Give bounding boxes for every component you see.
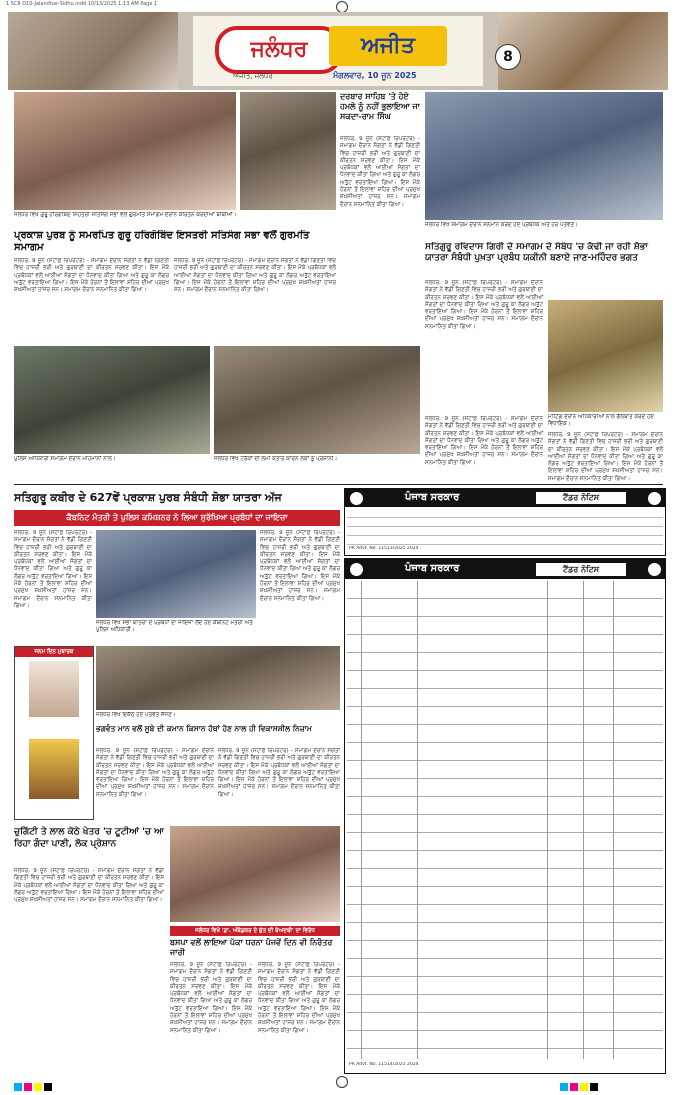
tender1-footer: PR Advt. No. 11513/2025 2024	[349, 546, 419, 551]
dharna-headline: ਬਸਪਾ ਵਲੋਂ ਲਾਇਆ ਪੱਕਾ ਧਰਨਾ ਪੰਜਵੇਂ ਦਿਨ ਵੀ ਨਿਰੰਤਰ ਜਾਰੀ	[170, 938, 333, 957]
dharna-body-col2: ਜਲੰਧਰ, 9 ਜੂਨ (ਸਟਾਫ਼ ਰਿਪੋਰਟਰ) - ਸਮਾਗਮ ਦੌਰਾਨ ਸੰਗਤਾਂ ਨੇ ਵੱਡੀ ਗਿਣਤੀ ਵਿਚ ਹਾਜ਼ਰੀ ਭਰੀ ਅਤੇ ਗੁਰਬਾਣੀ ਦਾ ਕੀਰਤਨ ਸਰਵਣ ਕੀਤਾ। ਇਸ ਮੌਕੇ ਪ੍ਰਬੰਧਕਾਂ ਵਲੋਂ ਆਈਆਂ ਸੰਗਤਾਂ ਦਾ ਧੰਨਵਾਦ ਕੀਤਾ ਗਿਆ ਅਤੇ ਗੁਰੂ ਕਾ ਲੰਗਰ ਅਤੁੱਟ ਵਰਤਾਇਆ ਗਿਆ। ਇਸ ਮੌਕੇ ਹੋਰਨਾਂ ਤੋਂ ਇਲਾਵਾ ਸ਼ਹਿਰ ਦੀਆਂ ਪ੍ਰਮੁੱਖ ਸ਼ਖ਼ਸੀਅਤਾਂ ਹਾਜ਼ਰ ਸਨ। ਸਮਾਗਮ ਦੌਰਾਨ ਸਨਮਾਨਿਤ ਕੀਤਾ ਗਿਆ।	[258, 962, 340, 1034]
shobha-yatra-body-col2: ਜਲੰਧਰ, 9 ਜੂਨ (ਸਟਾਫ਼ ਰਿਪੋਰਟਰ) - ਸਮਾਗਮ ਦੌਰਾਨ ਸੰਗਤਾਂ ਨੇ ਵੱਡੀ ਗਿਣਤੀ ਵਿਚ ਹਾਜ਼ਰੀ ਭਰੀ ਅਤੇ ਗੁਰਬਾਣੀ ਦਾ ਕੀਰਤਨ ਸਰਵਣ ਕੀਤਾ। ਇਸ ਮੌਕੇ ਪ੍ਰਬੰਧਕਾਂ ਵਲੋਂ ਆਈਆਂ ਸੰਗਤਾਂ ਦਾ ਧੰਨਵਾਦ ਕੀਤਾ ਗਿਆ ਅਤੇ ਗੁਰੂ ਕਾ ਲੰਗਰ ਅਤੁੱਟ ਵਰਤਾਇਆ ਗਿਆ। ਇਸ ਮੌਕੇ ਹੋਰਨਾਂ ਤੋਂ ਇਲਾਵਾ ਸ਼ਹਿਰ ਦੀਆਂ ਪ੍ਰਮੁੱਖ ਸ਼ਖ਼ਸੀਅਤਾਂ ਹਾਜ਼ਰ ਸਨ। ਸਮਾਗਮ ਦੌਰਾਨ ਸਨਮਾਨਿਤ ਕੀਤਾ ਗਿਆ।	[425, 416, 543, 466]
birthday-label: ਜਨਮ ਦਿਨ ਮੁਬਾਰਕ	[15, 647, 93, 657]
kabir-review-caption: ਜਲੰਧਰ ਵਿਖੇ ਸ਼ੋਭਾ ਯਾਤਰਾ ਦੇ ਪ੍ਰਬੰਧਾਂ ਦਾ ਜਾਇਜ਼ਾ ਲੈਂਦੇ ਹੋਏ ਕੈਬਨਿਟ ਮੰਤਰੀ ਅਤੇ ਪੁਲਿਸ ਅਧਿਕਾਰੀ।	[96, 620, 256, 642]
police-caption: ਪੁਲਿਸ ਅਧਿਕਾਰੀ ਸਮਾਗਮ ਦੌਰਾਨ ਮਹਿਮਾਨਾਂ ਨਾਲ।	[14, 456, 210, 478]
gathering-photo	[96, 646, 340, 710]
tender1-header-bar	[345, 489, 665, 507]
kirtan-photo	[14, 92, 236, 210]
speaker-photo	[240, 92, 336, 210]
mann-body-col1: ਜਲੰਧਰ, 9 ਜੂਨ (ਸਟਾਫ਼ ਰਿਪੋਰਟਰ) - ਸਮਾਗਮ ਦੌਰਾਨ ਸੰਗਤਾਂ ਨੇ ਵੱਡੀ ਗਿਣਤੀ ਵਿਚ ਹਾਜ਼ਰੀ ਭਰੀ ਅਤੇ ਗੁਰਬਾਣੀ ਦਾ ਕੀਰਤਨ ਸਰਵਣ ਕੀਤਾ। ਇਸ ਮੌਕੇ ਪ੍ਰਬੰਧਕਾਂ ਵਲੋਂ ਆਈਆਂ ਸੰਗਤਾਂ ਦਾ ਧੰਨਵਾਦ ਕੀਤਾ ਗਿਆ ਅਤੇ ਗੁਰੂ ਕਾ ਲੰਗਰ ਅਤੁੱਟ ਵਰਤਾਇਆ ਗਿਆ। ਇਸ ਮੌਕੇ ਹੋਰਨਾਂ ਤੋਂ ਇਲਾਵਾ ਸ਼ਹਿਰ ਦੀਆਂ ਪ੍ਰਮੁੱਖ ਸ਼ਖ਼ਸੀਅਤਾਂ ਹਾਜ਼ਰ ਸਨ। ਸਮਾਗਮ ਦੌਰਾਨ ਸਨਮਾਨਿਤ ਕੀਤਾ ਗਿਆ।	[96, 748, 214, 798]
section-divider	[14, 484, 663, 485]
punjab-seal-icon	[647, 562, 662, 577]
punjab-emblem-icon	[349, 491, 364, 506]
mann-body-col2: ਜਲੰਧਰ, 9 ਜੂਨ (ਸਟਾਫ਼ ਰਿਪੋਰਟਰ) - ਸਮਾਗਮ ਦੌਰਾਨ ਸੰਗਤਾਂ ਨੇ ਵੱਡੀ ਗਿਣਤੀ ਵਿਚ ਹਾਜ਼ਰੀ ਭਰੀ ਅਤੇ ਗੁਰਬਾਣੀ ਦਾ ਕੀਰਤਨ ਸਰਵਣ ਕੀਤਾ। ਇਸ ਮੌਕੇ ਪ੍ਰਬੰਧਕਾਂ ਵਲੋਂ ਆਈਆਂ ਸੰਗਤਾਂ ਦਾ ਧੰਨਵਾਦ ਕੀਤਾ ਗਿਆ ਅਤੇ ਗੁਰੂ ਕਾ ਲੰਗਰ ਅਤੁੱਟ ਵਰਤਾਇਆ ਗਿਆ। ਇਸ ਮੌਕੇ ਹੋਰਨਾਂ ਤੋਂ ਇਲਾਵਾ ਸ਼ਹਿਰ ਦੀਆਂ ਪ੍ਰਮੁੱਖ ਸ਼ਖ਼ਸੀਅਤਾਂ ਹਾਜ਼ਰ ਸਨ। ਸਮਾਗਮ ਦੌਰਾਨ ਸਨਮਾਨਿਤ ਕੀਤਾ ਗਿਆ।	[218, 748, 340, 798]
masthead-date: ਮੰਗਲਵਾਰ, 10 ਜੂਨ 2025	[333, 71, 417, 80]
samagam-body-col2: ਜਲੰਧਰ, 9 ਜੂਨ (ਸਟਾਫ਼ ਰਿਪੋਰਟਰ) - ਸਮਾਗਮ ਦੌਰਾਨ ਸੰਗਤਾਂ ਨੇ ਵੱਡੀ ਗਿਣਤੀ ਵਿਚ ਹਾਜ਼ਰੀ ਭਰੀ ਅਤੇ ਗੁਰਬਾਣੀ ਦਾ ਕੀਰਤਨ ਸਰਵਣ ਕੀਤਾ। ਇਸ ਮੌਕੇ ਪ੍ਰਬੰਧਕਾਂ ਵਲੋਂ ਆਈਆਂ ਸੰਗਤਾਂ ਦਾ ਧੰਨਵਾਦ ਕੀਤਾ ਗਿਆ ਅਤੇ ਗੁਰੂ ਕਾ ਲੰਗਰ ਅਤੁੱਟ ਵਰਤਾਇਆ ਗਿਆ। ਇਸ ਮੌਕੇ ਹੋਰਨਾਂ ਤੋਂ ਇਲਾਵਾ ਸ਼ਹਿਰ ਦੀਆਂ ਪ੍ਰਮੁੱਖ ਸ਼ਖ਼ਸੀਅਤਾਂ ਹਾਜ਼ਰ ਸਨ। ਸਮਾਗਮ ਦੌਰਾਨ ਸਨਮਾਨਿਤ ਕੀਤਾ ਗਿਆ।	[174, 258, 336, 294]
mann-headline: ਭਗਵੰਤ ਮਾਨ ਵਲੋਂ ਸੂਬੇ ਦੀ ਕਮਾਨ ਕਿਸਾਨ ਹੱਥਾਂ ਹੋਣ ਨਾਲ ਹੀ ਵਿਕਾਸਸ਼ੀਲ ਨਿਜ਼ਾਮ	[96, 724, 312, 733]
dharna-body-col1: ਜਲੰਧਰ, 9 ਜੂਨ (ਸਟਾਫ਼ ਰਿਪੋਰਟਰ) - ਸਮਾਗਮ ਦੌਰਾਨ ਸੰਗਤਾਂ ਨੇ ਵੱਡੀ ਗਿਣਤੀ ਵਿਚ ਹਾਜ਼ਰੀ ਭਰੀ ਅਤੇ ਗੁਰਬਾਣੀ ਦਾ ਕੀਰਤਨ ਸਰਵਣ ਕੀਤਾ। ਇਸ ਮੌਕੇ ਪ੍ਰਬੰਧਕਾਂ ਵਲੋਂ ਆਈਆਂ ਸੰਗਤਾਂ ਦਾ ਧੰਨਵਾਦ ਕੀਤਾ ਗਿਆ ਅਤੇ ਗੁਰੂ ਕਾ ਲੰਗਰ ਅਤੁੱਟ ਵਰਤਾਇਆ ਗਿਆ। ਇਸ ਮੌਕੇ ਹੋਰਨਾਂ ਤੋਂ ਇਲਾਵਾ ਸ਼ਹਿਰ ਦੀਆਂ ਪ੍ਰਮੁੱਖ ਸ਼ਖ਼ਸੀਅਤਾਂ ਹਾਜ਼ਰ ਸਨ। ਸਮਾਗਮ ਦੌਰਾਨ ਸਨਮਾਨਿਤ ਕੀਤਾ ਗਿਆ।	[170, 962, 252, 1034]
shobha-yatra-body-col1: ਜਲੰਧਰ, 9 ਜੂਨ (ਸਟਾਫ਼ ਰਿਪੋਰਟਰ) - ਸਮਾਗਮ ਦੌਰਾਨ ਸੰਗਤਾਂ ਨੇ ਵੱਡੀ ਗਿਣਤੀ ਵਿਚ ਹਾਜ਼ਰੀ ਭਰੀ ਅਤੇ ਗੁਰਬਾਣੀ ਦਾ ਕੀਰਤਨ ਸਰਵਣ ਕੀਤਾ। ਇਸ ਮੌਕੇ ਪ੍ਰਬੰਧਕਾਂ ਵਲੋਂ ਆਈਆਂ ਸੰਗਤਾਂ ਦਾ ਧੰਨਵਾਦ ਕੀਤਾ ਗਿਆ ਅਤੇ ਗੁਰੂ ਕਾ ਲੰਗਰ ਅਤੁੱਟ ਵਰਤਾਇਆ ਗਿਆ। ਇਸ ਮੌਕੇ ਹੋਰਨਾਂ ਤੋਂ ਇਲਾਵਾ ਸ਼ਹਿਰ ਦੀਆਂ ਪ੍ਰਮੁੱਖ ਸ਼ਖ਼ਸੀਅਤਾਂ ਹਾਜ਼ਰ ਸਨ। ਸਮਾਗਮ ਦੌਰਾਨ ਸਨਮਾਨਿਤ ਕੀਤਾ ਗਿਆ।	[425, 280, 543, 330]
dharna-kicker: ਜਲੰਧਰ ਵਿਖੇ 'ਡਾ. ਅੰਬੇਡਕਰ ਦੇ ਬੁੱਤ ਦੀ ਬੇਅਦਬੀ' ਦਾ ਵਿਰੋਧ	[170, 926, 340, 936]
punjab-emblem-icon	[349, 562, 364, 577]
honour-ceremony-photo	[425, 92, 663, 220]
punjab-seal-icon	[647, 491, 662, 506]
tender2-header: ਪੰਜਾਬ ਸਰਕਾਰ	[405, 563, 460, 574]
honour-ceremony-caption: ਜਲੰਧਰ ਵਿਖੇ ਸਮਾਗਮ ਦੌਰਾਨ ਸਨਮਾਨ ਕਰਦੇ ਹੋਏ ਪ੍ਰਬੰਧਕ ਅਤੇ ਹੋਰ ਪਤਵੰਤੇ।	[425, 222, 663, 238]
darbar-sahib-headline: ਦਰਬਾਰ ਸਾਹਿਬ 'ਤੇ ਹੋਏ ਹਮਲੇ ਨੂੰ ਨਹੀਂ ਭੁਲਾਇਆ ਜਾ ਸਕਦਾ-ਰਾਮ ਸਿੰਘ	[340, 92, 420, 121]
shobha-yatra-headline: ਸਤਿਗੁਰੂ ਰਵਿਦਾਸ ਗਿਰੀ ਦੇ ਸਮਾਗਮ ਦੇ ਸੰਬੰਧ 'ਚ ਕੱਢੀ ਜਾ ਰਹੀ ਸ਼ੋਭਾ ਯਾਤਰਾ ਸੰਬੰਧੀ ਪੁਖ਼ਤਾ ਪ੍ਰਬੰਧ ਯਕੀਨੀ ਬਣਾਏ ਜਾਣ-ਮਹਿੰਦਰ ਭਗਤ	[425, 242, 648, 263]
tender1-header: ਪੰਜਾਬ ਸਰਕਾਰ	[405, 492, 460, 503]
tender2-table	[347, 581, 663, 1059]
tender1-table	[347, 509, 663, 545]
kabir-body-col1: ਜਲੰਧਰ, 9 ਜੂਨ (ਸਟਾਫ਼ ਰਿਪੋਰਟਰ) - ਸਮਾਗਮ ਦੌਰਾਨ ਸੰਗਤਾਂ ਨੇ ਵੱਡੀ ਗਿਣਤੀ ਵਿਚ ਹਾਜ਼ਰੀ ਭਰੀ ਅਤੇ ਗੁਰਬਾਣੀ ਦਾ ਕੀਰਤਨ ਸਰਵਣ ਕੀਤਾ। ਇਸ ਮੌਕੇ ਪ੍ਰਬੰਧਕਾਂ ਵਲੋਂ ਆਈਆਂ ਸੰਗਤਾਂ ਦਾ ਧੰਨਵਾਦ ਕੀਤਾ ਗਿਆ ਅਤੇ ਗੁਰੂ ਕਾ ਲੰਗਰ ਅਤੁੱਟ ਵਰਤਾਇਆ ਗਿਆ। ਇਸ ਮੌਕੇ ਹੋਰਨਾਂ ਤੋਂ ਇਲਾਵਾ ਸ਼ਹਿਰ ਦੀਆਂ ਪ੍ਰਮੁੱਖ ਸ਼ਖ਼ਸੀਅਤਾਂ ਹਾਜ਼ਰ ਸਨ। ਸਮਾਗਮ ਦੌਰਾਨ ਸਨਮਾਨਿਤ ਕੀਤਾ ਗਿਆ।	[14, 530, 92, 609]
kirtan-caption: ਜਲੰਧਰ ਵਿਖੇ ਗੁਰੂ ਹਰਿਗੋਬਿੰਦ ਸਿਹਤਰੀ ਸਤਿਸੰਗ ਸਭਾ ਵਲੋਂ ਗੁਰਮਤਿ ਸਮਾਗਮ ਦੌਰਾਨ ਕੀਰਤਨ ਕਰਦੀਆਂ ਬੀਬੀਆਂ।	[14, 212, 336, 228]
tender2-footer: PR Advt. No. 11514/2025 2024	[349, 1062, 419, 1067]
kabir-review-photo	[96, 530, 256, 618]
tender-notice-2	[344, 558, 666, 1074]
shobha-yatra-body-col3: ਜਲੰਧਰ, 9 ਜੂਨ (ਸਟਾਫ਼ ਰਿਪੋਰਟਰ) - ਸਮਾਗਮ ਦੌਰਾਨ ਸੰਗਤਾਂ ਨੇ ਵੱਡੀ ਗਿਣਤੀ ਵਿਚ ਹਾਜ਼ਰੀ ਭਰੀ ਅਤੇ ਗੁਰਬਾਣੀ ਦਾ ਕੀਰਤਨ ਸਰਵਣ ਕੀਤਾ। ਇਸ ਮੌਕੇ ਪ੍ਰਬੰਧਕਾਂ ਵਲੋਂ ਆਈਆਂ ਸੰਗਤਾਂ ਦਾ ਧੰਨਵਾਦ ਕੀਤਾ ਗਿਆ ਅਤੇ ਗੁਰੂ ਕਾ ਲੰਗਰ ਅਤੁੱਟ ਵਰਤਾਇਆ ਗਿਆ। ਇਸ ਮੌਕੇ ਹੋਰਨਾਂ ਤੋਂ ਇਲਾਵਾ ਸ਼ਹਿਰ ਦੀਆਂ ਪ੍ਰਮੁੱਖ ਸ਼ਖ਼ਸੀਅਤਾਂ ਹਾਜ਼ਰ ਸਨ। ਸਮਾਗਮ ਦੌਰਾਨ ਸਨਮਾਨਿਤ ਕੀਤਾ ਗਿਆ।	[548, 432, 663, 482]
tender1-badge: ਟੈਂਡਰ ਨੋਟਿਸ	[535, 491, 627, 505]
masthead-building-photo-right	[498, 12, 668, 90]
samagam-body-col1: ਜਲੰਧਰ, 9 ਜੂਨ (ਸਟਾਫ਼ ਰਿਪੋਰਟਰ) - ਸਮਾਗਮ ਦੌਰਾਨ ਸੰਗਤਾਂ ਨੇ ਵੱਡੀ ਗਿਣਤੀ ਵਿਚ ਹਾਜ਼ਰੀ ਭਰੀ ਅਤੇ ਗੁਰਬਾਣੀ ਦਾ ਕੀਰਤਨ ਸਰਵਣ ਕੀਤਾ। ਇਸ ਮੌਕੇ ਪ੍ਰਬੰਧਕਾਂ ਵਲੋਂ ਆਈਆਂ ਸੰਗਤਾਂ ਦਾ ਧੰਨਵਾਦ ਕੀਤਾ ਗਿਆ ਅਤੇ ਗੁਰੂ ਕਾ ਲੰਗਰ ਅਤੁੱਟ ਵਰਤਾਇਆ ਗਿਆ। ਇਸ ਮੌਕੇ ਹੋਰਨਾਂ ਤੋਂ ਇਲਾਵਾ ਸ਼ਹਿਰ ਦੀਆਂ ਪ੍ਰਮੁੱਖ ਸ਼ਖ਼ਸੀਅਤਾਂ ਹਾਜ਼ਰ ਸਨ। ਸਮਾਗਮ ਦੌਰਾਨ ਸਨਮਾਨਿਤ ਕੀਤਾ ਗਿਆ।	[14, 258, 169, 294]
dharna-photo	[170, 826, 340, 922]
kabir-subhead-banner: ਕੈਬਨਿਟ ਮੰਤਰੀ ਤੇ ਪੁਲਿਸ ਕਮਿਸ਼ਨਰ ਨੇ ਲਿਆ ਸੁਰੱਖਿਆ ਪ੍ਰਬੰਧਾਂ ਦਾ ਜਾਇਜ਼ਾ	[14, 510, 340, 526]
masthead-logo-panel	[193, 16, 483, 86]
trucks-photo	[214, 346, 420, 454]
registration-mark-icon	[336, 1076, 348, 1088]
page-number: 8	[495, 44, 521, 70]
masthead-subtitle: ਅਜੀਤ, ਜਲੰਧਰ	[233, 72, 273, 80]
tender2-header-bar	[345, 559, 665, 579]
police-officers-photo	[14, 346, 210, 454]
meeting-photo	[548, 300, 663, 412]
trucks-caption: ਜਲੰਧਰ ਵਿਖੇ ਟਰੱਕਾਂ ਦੀ ਲੰਮੀ ਕਤਾਰ ਕਾਰਨ ਲੋਕਾਂ ਨੂੰ ਪ੍ਰੇਸ਼ਾਨੀ।	[214, 456, 420, 478]
print-color-bar-right	[560, 1076, 670, 1086]
logo-city-name: ਜਲੰਧਰ	[215, 26, 343, 74]
meeting-caption: ਮੀਟਿੰਗ ਦੌਰਾਨ ਅਧਿਕਾਰੀਆਂ ਨਾਲ ਗੱਲਬਾਤ ਕਰਦੇ ਹੋਏ ਵਿਧਾਇਕ।	[548, 414, 663, 430]
gathering-caption: ਜਲੰਧਰ ਵਿਖੇ ਇਕੱਠੇ ਹੋਏ ਪਤਵੰਤੇ ਸੱਜਣ।	[96, 712, 340, 722]
kabir-headline: ਸਤਿਗੁਰੂ ਕਬੀਰ ਦੇ 627ਵੇਂ ਪ੍ਰਕਾਸ਼ ਪੁਰਬ ਸੰਬੰਧੀ ਸ਼ੋਭਾ ਯਾਤਰਾ ਅੱਜ	[14, 491, 282, 504]
print-color-bar	[14, 1076, 214, 1086]
dirty-water-headline: ਚੁਗਿੱਟੀ ਤੇ ਲਾਲ ਕੋਠੇ ਖੇਤਰ 'ਚ ਟੂਟੀਆਂ 'ਚ ਆ ਰਿਹਾ ਗੰਦਾ ਪਾਣੀ, ਲੋਕ ਪ੍ਰੇਸ਼ਾਨ	[14, 827, 164, 849]
logo-ajit: ਅਜੀਤ	[329, 26, 447, 66]
dirty-water-body: ਜਲੰਧਰ, 9 ਜੂਨ (ਸਟਾਫ਼ ਰਿਪੋਰਟਰ) - ਸਮਾਗਮ ਦੌਰਾਨ ਸੰਗਤਾਂ ਨੇ ਵੱਡੀ ਗਿਣਤੀ ਵਿਚ ਹਾਜ਼ਰੀ ਭਰੀ ਅਤੇ ਗੁਰਬਾਣੀ ਦਾ ਕੀਰਤਨ ਸਰਵਣ ਕੀਤਾ। ਇਸ ਮੌਕੇ ਪ੍ਰਬੰਧਕਾਂ ਵਲੋਂ ਆਈਆਂ ਸੰਗਤਾਂ ਦਾ ਧੰਨਵਾਦ ਕੀਤਾ ਗਿਆ ਅਤੇ ਗੁਰੂ ਕਾ ਲੰਗਰ ਅਤੁੱਟ ਵਰਤਾਇਆ ਗਿਆ। ਇਸ ਮੌਕੇ ਹੋਰਨਾਂ ਤੋਂ ਇਲਾਵਾ ਸ਼ਹਿਰ ਦੀਆਂ ਪ੍ਰਮੁੱਖ ਸ਼ਖ਼ਸੀਅਤਾਂ ਹਾਜ਼ਰ ਸਨ। ਸਮਾਗਮ ਦੌਰਾਨ ਸਨਮਾਨਿਤ ਕੀਤਾ ਗਿਆ।	[14, 868, 164, 904]
print-info-strip: 1 SC8 D10-Jalandhar-Sidhu.indd 10/13/2025 1:13 AM Page 1	[6, 1, 158, 7]
tender2-badge: ਟੈਂਡਰ ਨੋਟਿਸ	[535, 562, 627, 577]
masthead	[8, 12, 668, 90]
birthday-box	[14, 646, 94, 820]
tender-notice-1	[344, 488, 666, 556]
masthead-building-photo-left	[8, 12, 178, 90]
darbar-sahib-body: ਜਲੰਧਰ, 9 ਜੂਨ (ਸਟਾਫ਼ ਰਿਪੋਰਟਰ) - ਸਮਾਗਮ ਦੌਰਾਨ ਸੰਗਤਾਂ ਨੇ ਵੱਡੀ ਗਿਣਤੀ ਵਿਚ ਹਾਜ਼ਰੀ ਭਰੀ ਅਤੇ ਗੁਰਬਾਣੀ ਦਾ ਕੀਰਤਨ ਸਰਵਣ ਕੀਤਾ। ਇਸ ਮੌਕੇ ਪ੍ਰਬੰਧਕਾਂ ਵਲੋਂ ਆਈਆਂ ਸੰਗਤਾਂ ਦਾ ਧੰਨਵਾਦ ਕੀਤਾ ਗਿਆ ਅਤੇ ਗੁਰੂ ਕਾ ਲੰਗਰ ਅਤੁੱਟ ਵਰਤਾਇਆ ਗਿਆ। ਇਸ ਮੌਕੇ ਹੋਰਨਾਂ ਤੋਂ ਇਲਾਵਾ ਸ਼ਹਿਰ ਦੀਆਂ ਪ੍ਰਮੁੱਖ ਸ਼ਖ਼ਸੀਅਤਾਂ ਹਾਜ਼ਰ ਸਨ। ਸਮਾਗਮ ਦੌਰਾਨ ਸਨਮਾਨਿਤ ਕੀਤਾ ਗਿਆ।	[340, 136, 420, 208]
kabir-body-col2: ਜਲੰਧਰ, 9 ਜੂਨ (ਸਟਾਫ਼ ਰਿਪੋਰਟਰ) - ਸਮਾਗਮ ਦੌਰਾਨ ਸੰਗਤਾਂ ਨੇ ਵੱਡੀ ਗਿਣਤੀ ਵਿਚ ਹਾਜ਼ਰੀ ਭਰੀ ਅਤੇ ਗੁਰਬਾਣੀ ਦਾ ਕੀਰਤਨ ਸਰਵਣ ਕੀਤਾ। ਇਸ ਮੌਕੇ ਪ੍ਰਬੰਧਕਾਂ ਵਲੋਂ ਆਈਆਂ ਸੰਗਤਾਂ ਦਾ ਧੰਨਵਾਦ ਕੀਤਾ ਗਿਆ ਅਤੇ ਗੁਰੂ ਕਾ ਲੰਗਰ ਅਤੁੱਟ ਵਰਤਾਇਆ ਗਿਆ। ਇਸ ਮੌਕੇ ਹੋਰਨਾਂ ਤੋਂ ਇਲਾਵਾ ਸ਼ਹਿਰ ਦੀਆਂ ਪ੍ਰਮੁੱਖ ਸ਼ਖ਼ਸੀਅਤਾਂ ਹਾਜ਼ਰ ਸਨ। ਸਮਾਗਮ ਦੌਰਾਨ ਸਨਮਾਨਿਤ ਕੀਤਾ ਗਿਆ।	[260, 530, 340, 602]
child-portrait	[29, 661, 79, 717]
samagam-headline: ਪ੍ਰਕਾਸ਼ ਪੁਰਬ ਨੂੰ ਸਮਰਪਿਤ ਗੁਰੂ ਹਰਿਗੋਬਿੰਦ ਇਸਤਰੀ ਸਤਿਸੰਗ ਸਭਾ ਵਲੋਂ ਗੁਰਮਤਿ ਸਮਾਗਮ	[14, 230, 310, 253]
elder-portrait	[29, 739, 79, 799]
